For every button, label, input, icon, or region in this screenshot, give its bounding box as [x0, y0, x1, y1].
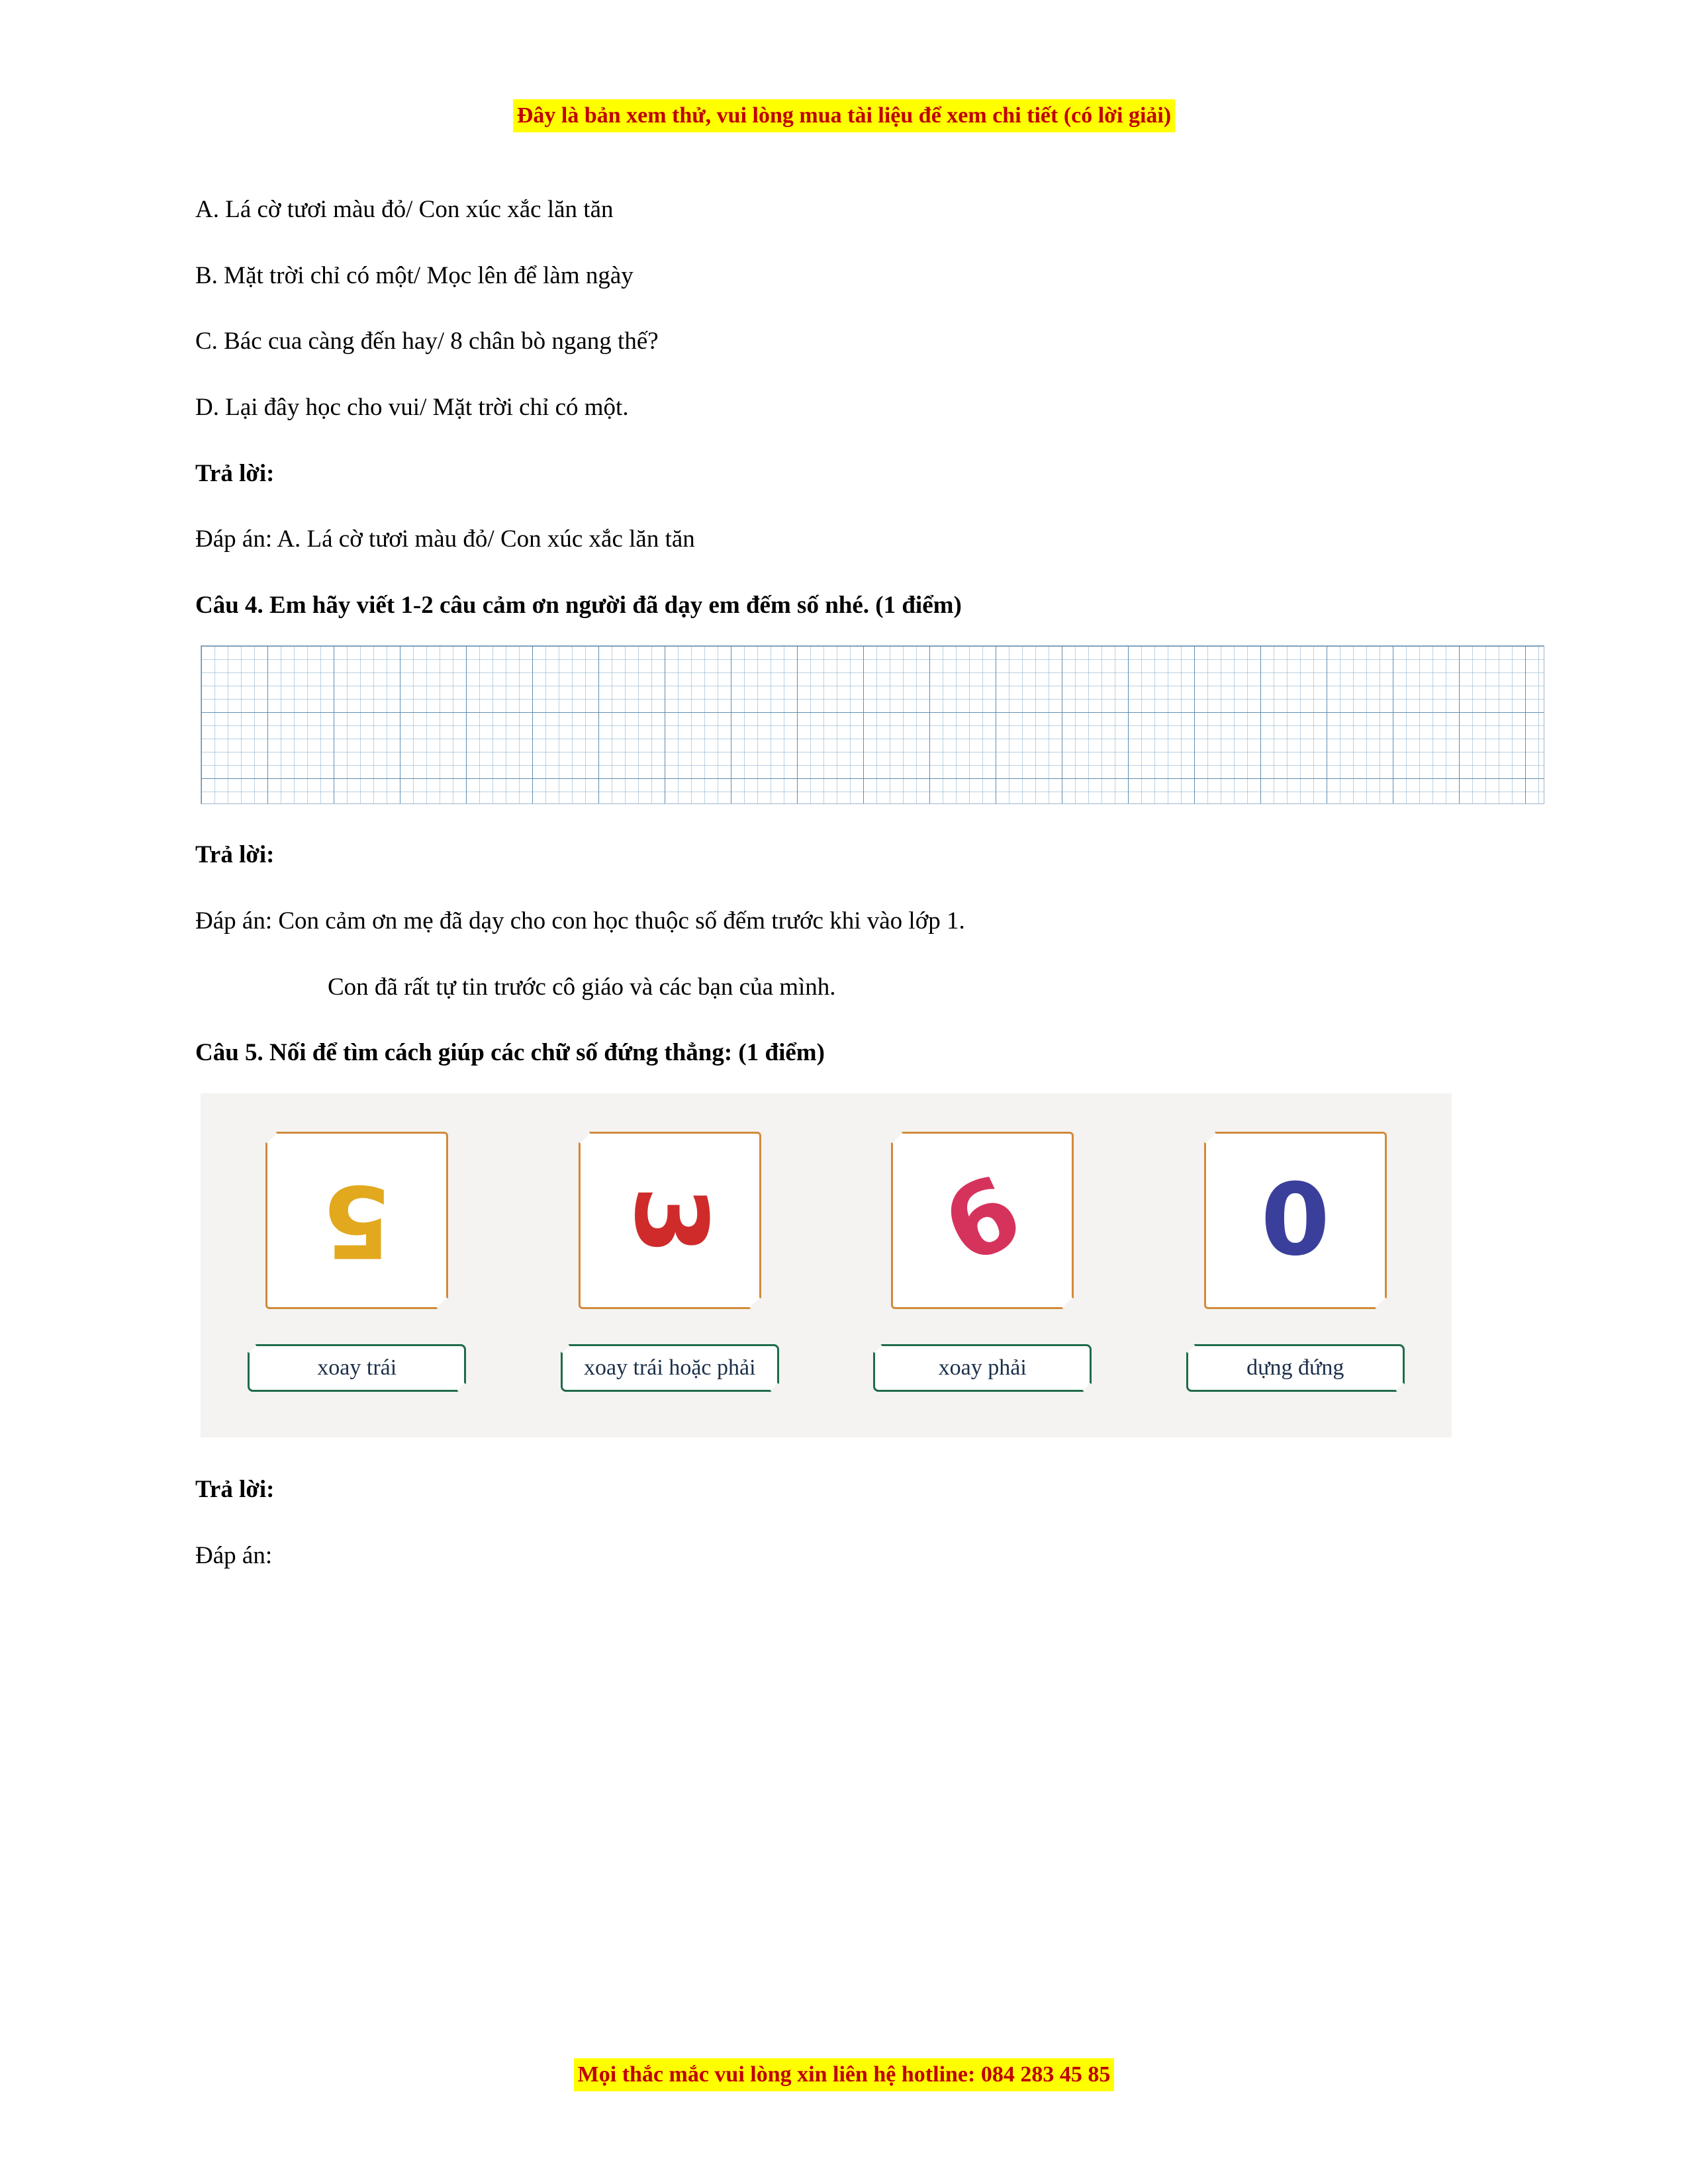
answer-2-line-2: Con đã rất tự tin trước cô giáo và các bạn của mình.	[328, 973, 836, 1001]
label-chip: dựng đứng	[1186, 1344, 1405, 1392]
label-chip-row	[201, 1338, 1452, 1398]
answer-label-2: Trả lời:	[195, 841, 275, 869]
option-c: C. Bác cua càng đến hay/ 8 chân bò ngang thế?	[195, 328, 659, 355]
preview-notice-banner	[0, 99, 1688, 132]
digit-card	[579, 1132, 761, 1309]
preview-notice-text: Đây là bản xem thử, vui lòng mua tài liệu để xem chi tiết (có lời giải)	[513, 99, 1175, 132]
option-b: B. Mặt trời chỉ có một/ Mọc lên để làm ngày	[195, 261, 633, 289]
answer-1: Đáp án: A. Lá cờ tươi màu đỏ/ Con xúc xắc lăn tăn	[195, 525, 695, 553]
digit-card	[891, 1132, 1074, 1309]
digit-card-row	[201, 1128, 1452, 1313]
label-chip: xoay trái	[248, 1344, 466, 1392]
answer-3: Đáp án:	[195, 1541, 273, 1569]
label-chip: xoay phải	[873, 1344, 1092, 1392]
digit-5-glyph: 5	[322, 1163, 392, 1279]
answer-2-line-1: Đáp án: Con cảm ơn mẹ đã dạy cho con học thuộc số đếm trước khi vào lớp 1.	[195, 907, 965, 935]
digit-3-glyph: 3	[612, 1185, 727, 1255]
digit-0-glyph: 0	[1260, 1163, 1330, 1279]
document-content	[195, 192, 1506, 1604]
option-a: A. Lá cờ tươi màu đỏ/ Con xúc xắc lăn tăn	[195, 196, 614, 223]
question-5-heading: Câu 5. Nối để tìm cách giúp các chữ số đứng thẳng: (1 điểm)	[195, 1039, 825, 1067]
option-d: D. Lại đây học cho vui/ Mặt trời chỉ có một.	[195, 393, 629, 421]
matching-exercise-figure	[201, 1093, 1452, 1437]
digit-card	[1204, 1132, 1387, 1309]
hotline-text: Mọi thắc mắc vui lòng xin liên hệ hotline: 084 283 45 85	[574, 2058, 1115, 2091]
answer-label-3: Trả lời:	[195, 1476, 275, 1504]
handwriting-grid-box	[201, 645, 1544, 804]
digit-6-glyph: 6	[927, 1154, 1039, 1287]
hotline-banner	[0, 2058, 1688, 2091]
question-4-heading: Câu 4. Em hãy viết 1-2 câu cảm ơn người đã dạy em đếm số nhé. (1 điểm)	[195, 591, 962, 619]
answer-label-1: Trả lời:	[195, 459, 275, 487]
digit-card	[265, 1132, 448, 1309]
label-chip: xoay trái hoặc phải	[561, 1344, 779, 1392]
